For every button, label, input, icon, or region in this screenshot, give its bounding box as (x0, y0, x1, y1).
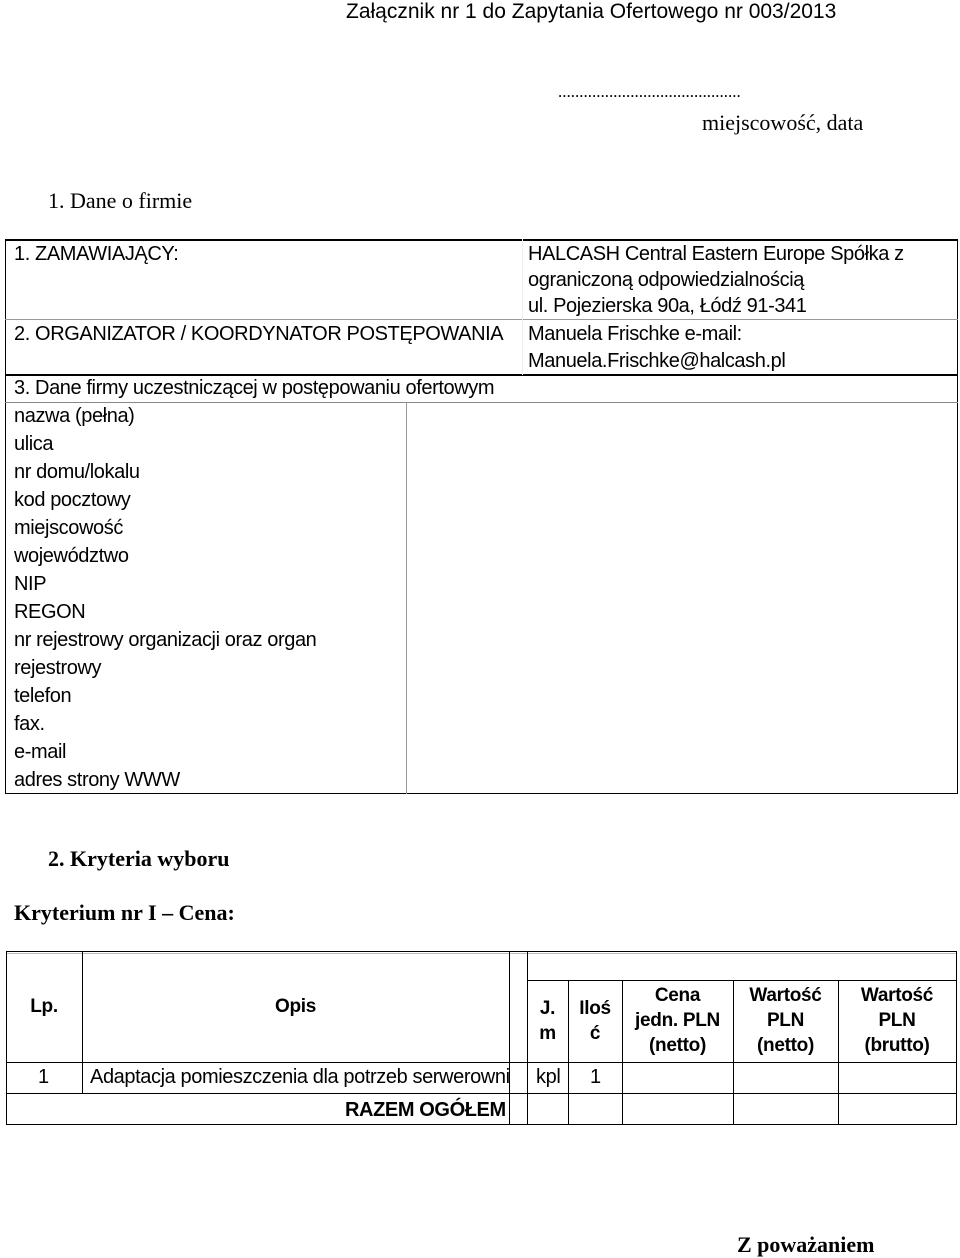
col-header-cena-1: Cena (654, 985, 701, 1006)
col-header-cena-3: (netto) (649, 1035, 706, 1056)
row-divider (5, 402, 958, 403)
attachment-title: Załącznik nr 1 do Zapytania Ofertowego nr 003/2013 (346, 0, 837, 23)
col-header-ilosc-2: ć (589, 1023, 601, 1044)
field-website: adres strony WWW (14, 769, 180, 791)
col-header-lp: Lp. (30, 996, 58, 1017)
orderer-name-line2: ograniczoną odpowiedzialnością (528, 269, 804, 291)
total-label: RAZEM OGÓŁEM (345, 1099, 506, 1121)
organizer-name: Manuela Frischke e-mail: (528, 323, 742, 345)
orderer-address: ul. Pojezierska 90a, Łódź 91-341 (528, 295, 807, 317)
organizer-email: Manuela.Frischke@halcash.pl (528, 350, 786, 372)
orderer-label: 1. ZAMAWIAJĄCY: (14, 243, 179, 265)
field-nip: NIP (14, 573, 47, 595)
field-name: nazwa (pełna) (14, 405, 135, 427)
field-registry-number: nr rejestrowy organizacji oraz organ (14, 629, 317, 651)
col-header-opis: Opis (274, 996, 317, 1017)
field-street: ulica (14, 433, 54, 455)
section2-heading: 2. Kryteria wyboru (48, 846, 230, 871)
field-registry-number-cont: rejestrowy (14, 657, 102, 679)
table-border (6, 951, 7, 1125)
field-city: miejscowość (14, 517, 123, 539)
table-border (5, 239, 958, 241)
row-jm: kpl (536, 1066, 561, 1088)
col-header-cena-2: jedn. PLN (635, 1010, 720, 1031)
place-date-dots: ........................................... (558, 82, 741, 101)
row-divider (527, 980, 957, 981)
row-opis: Adaptacja pomieszczenia dla potrzeb serwerowni (90, 1066, 510, 1088)
col-header-jm-1: J. (539, 998, 556, 1019)
table-border (957, 239, 958, 794)
field-postal-code: kod pocztowy (14, 489, 131, 511)
column-divider (406, 402, 407, 794)
table-border (5, 793, 958, 794)
place-date-label: miejscowość, data (702, 110, 864, 135)
table-border (5, 239, 6, 794)
field-fax: fax. (14, 713, 45, 735)
row-divider (6, 1093, 956, 1094)
organizer-label: 2. ORGANIZATOR / KOORDYNATOR POSTĘPOWANIA (14, 323, 504, 345)
col-header-brutto-1: Wartość (860, 985, 934, 1006)
field-email: e-mail (14, 741, 67, 763)
row-divider (5, 319, 958, 320)
col-header-brutto-2: PLN (878, 1010, 916, 1031)
row-ilosc: 1 (590, 1066, 601, 1088)
col-header-netto-3: (netto) (757, 1035, 814, 1056)
row-lp: 1 (38, 1066, 49, 1088)
col-header-jm-2: m (539, 1023, 556, 1044)
row-divider (6, 1062, 956, 1063)
column-divider (82, 951, 83, 1094)
col-header-netto-2: PLN (766, 1010, 805, 1031)
column-divider (522, 239, 523, 375)
bidder-section-label: 3. Dane firmy uczestniczącej w postępowaniu ofertowym (14, 377, 495, 399)
field-house-number: nr domu/lokalu (14, 461, 140, 483)
field-phone: telefon (14, 685, 72, 707)
table-border (6, 1124, 956, 1125)
table-border (6, 953, 956, 954)
col-header-netto-1: Wartość (749, 985, 822, 1006)
table-border (6, 951, 956, 952)
col-header-brutto-3: (brutto) (864, 1035, 930, 1056)
section1-heading: 1. Dane o firmie (48, 188, 193, 213)
closing-regards: Z poważaniem (737, 1232, 875, 1257)
column-divider (509, 951, 510, 1125)
row-divider (5, 374, 958, 376)
col-header-ilosc-1: Iloś (579, 998, 611, 1019)
field-voivodeship: województwo (14, 545, 129, 567)
table-border (956, 951, 957, 1125)
field-regon: REGON (14, 601, 86, 623)
criterion-title: Kryterium nr I – Cena: (14, 900, 235, 925)
orderer-name-line1: HALCASH Central Eastern Europe Spółka z (528, 243, 904, 265)
